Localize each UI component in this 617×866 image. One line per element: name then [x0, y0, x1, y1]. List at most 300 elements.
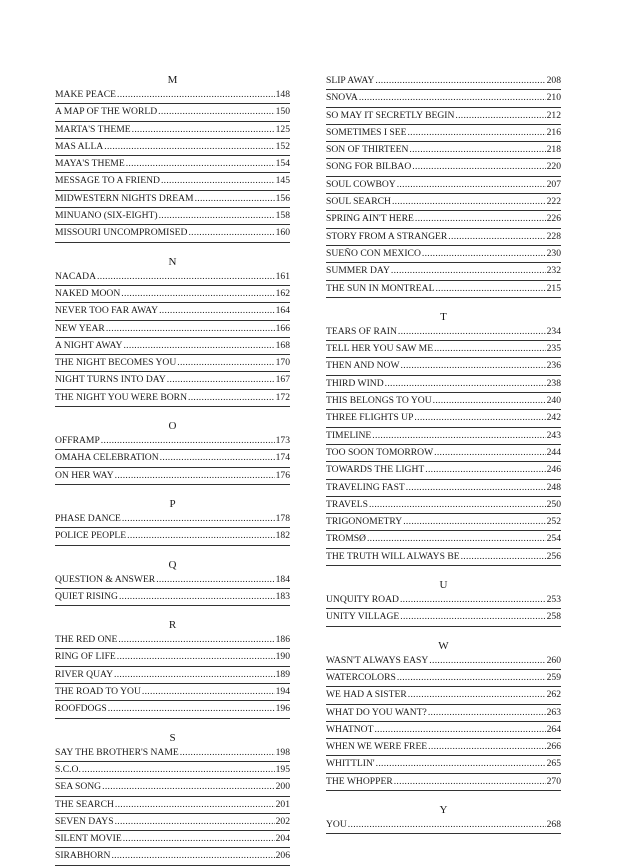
entry-title: THE SUN IN MONTREAL	[326, 282, 435, 294]
dot-leader	[123, 338, 274, 354]
index-entry	[326, 376, 561, 393]
entry-page-number: 215	[546, 282, 561, 294]
entry-title: MAS ALLA	[55, 140, 104, 152]
entry-page-number: 196	[275, 703, 290, 715]
entry-page-number: 208	[546, 75, 561, 86]
index-entry	[55, 122, 290, 139]
entry-page-number: 218	[546, 144, 561, 156]
entry-page-number: 173	[275, 435, 290, 447]
entry-title: SO MAY IT SECRETLY BEGIN	[326, 109, 455, 121]
index-entry	[55, 468, 290, 485]
entry-page-number: 168	[275, 339, 290, 351]
dot-leader	[428, 739, 545, 755]
entry-page-number: 200	[275, 781, 290, 793]
entry-page-number: 232	[546, 265, 561, 277]
entry-title: WHEN WE WERE FREE	[326, 741, 428, 753]
index-entry	[55, 208, 290, 225]
index-entry	[326, 670, 561, 687]
index-entry	[326, 229, 561, 246]
dot-leader	[433, 393, 546, 409]
index-entry	[55, 139, 290, 156]
entry-title: ON HER WAY	[55, 469, 114, 481]
entry-title: MINUANO (SIX-EIGHT)	[55, 210, 158, 222]
entry-page-number: 235	[546, 343, 561, 355]
dot-leader	[104, 139, 274, 155]
entry-page-number: 268	[546, 818, 561, 830]
dot-leader	[123, 831, 275, 847]
dot-leader	[403, 514, 545, 530]
entry-title: WATERCOLORS	[326, 671, 396, 683]
entry-page-number: 174	[275, 452, 290, 464]
entry-title: QUESTION & ANSWER	[55, 573, 156, 585]
entry-title: NEW YEAR	[55, 322, 105, 334]
index-entry	[326, 281, 561, 298]
index-entry	[55, 191, 290, 208]
entry-title: SOUL SEARCH	[326, 196, 391, 208]
index-entry	[55, 269, 290, 286]
section-letter-heading: P	[169, 497, 176, 510]
dot-leader	[117, 649, 275, 665]
entry-page-number: 150	[275, 106, 290, 118]
entry-title: UNQUITY ROAD	[326, 594, 399, 606]
dot-leader	[428, 705, 546, 721]
dot-leader	[119, 589, 275, 605]
entry-page-number: 183	[275, 590, 290, 602]
dot-leader	[97, 269, 275, 285]
entry-title: MARTA'S THEME	[55, 123, 131, 135]
index-entry	[326, 393, 561, 410]
entry-page-number: 189	[275, 668, 290, 680]
entry-title: WHATNOT	[326, 723, 374, 735]
entry-title: THREE FLIGHTS UP	[326, 412, 414, 424]
index-entry	[55, 589, 290, 606]
entry-page-number: 234	[546, 325, 561, 337]
entry-title: SAY THE BROTHER'S NAME	[55, 746, 179, 758]
entry-title: SNOVA	[326, 92, 358, 104]
entry-title: TEARS OF RAIN	[326, 325, 397, 337]
index-entry	[55, 450, 290, 467]
entry-page-number: 195	[275, 763, 290, 775]
index-entry	[55, 701, 290, 718]
entry-title: NIGHT TURNS INTO DAY	[55, 374, 166, 386]
index-entry	[326, 73, 561, 90]
entry-page-number: 125	[275, 123, 290, 135]
dot-leader	[115, 814, 275, 830]
entry-title: SEVEN DAYS	[55, 815, 114, 827]
entry-title: THE ROAD TO YOU	[55, 686, 141, 698]
entry-title: MIDWESTERN NIGHTS DREAM	[55, 192, 194, 204]
section-letter-heading: W	[438, 639, 449, 652]
entry-title: TROMSØ	[326, 533, 366, 545]
entry-title: TELL HER YOU SAW ME	[326, 343, 434, 355]
entry-page-number: 182	[275, 530, 290, 542]
index-entry	[326, 445, 561, 462]
index-entry	[326, 358, 561, 375]
entry-title: MAYA'S THEME	[55, 158, 125, 170]
index-entry	[55, 433, 290, 450]
dot-leader	[121, 286, 274, 302]
dot-leader	[369, 497, 546, 513]
dot-leader	[142, 684, 275, 700]
dot-leader	[401, 358, 546, 374]
index-entry	[55, 649, 290, 666]
index-entry	[326, 722, 561, 739]
index-entry	[326, 653, 561, 670]
entry-page-number: 248	[546, 481, 561, 493]
entry-title: A NIGHT AWAY	[55, 339, 123, 351]
entry-page-number: 164	[275, 305, 290, 317]
dot-leader	[448, 229, 545, 245]
entry-page-number: 172	[275, 391, 290, 403]
dot-leader	[158, 104, 274, 120]
entry-title: THE TRUTH WILL ALWAYS BE	[326, 550, 460, 562]
index-entry	[326, 194, 561, 211]
entry-page-number: 236	[546, 360, 561, 372]
entry-page-number: 266	[546, 741, 561, 753]
entry-page-number: 204	[275, 833, 290, 845]
dot-leader	[126, 156, 275, 172]
index-entry	[55, 87, 290, 104]
dot-leader	[156, 572, 274, 588]
section-letter-heading: O	[168, 420, 177, 433]
dot-leader	[180, 745, 275, 761]
entry-page-number: 270	[546, 775, 561, 787]
dot-leader	[159, 208, 275, 224]
dot-leader	[435, 281, 545, 297]
entry-page-number: 202	[275, 815, 290, 827]
entry-title: QUIET RISING	[55, 590, 118, 602]
index-entry	[55, 762, 290, 779]
entry-page-number: 244	[546, 446, 561, 458]
entry-title: ROOFDOGS	[55, 703, 107, 715]
index-section	[326, 578, 561, 627]
index-entry	[326, 480, 561, 497]
index-entry	[55, 814, 290, 831]
entry-page-number: 250	[546, 498, 561, 510]
section-letter-heading: T	[440, 310, 447, 323]
index-entry	[326, 142, 561, 159]
entry-title: RING OF LIFE	[55, 651, 116, 663]
entry-page-number: 238	[546, 377, 561, 389]
dot-leader	[455, 108, 545, 124]
dot-leader	[111, 848, 274, 864]
entry-page-number: 220	[546, 161, 561, 173]
index-entry	[326, 756, 561, 773]
dot-leader	[434, 445, 545, 461]
index-section	[55, 73, 290, 243]
entry-title: THE NIGHT YOU WERE BORN	[55, 391, 187, 403]
dot-leader	[188, 225, 274, 241]
dot-leader	[367, 531, 546, 547]
entry-page-number: 262	[546, 689, 561, 701]
section-letter-heading: U	[439, 579, 448, 592]
entry-title: TRAVELS	[326, 498, 368, 510]
dot-leader	[117, 87, 275, 103]
entry-title: MISSOURI UNCOMPROMISED	[55, 227, 188, 239]
entry-title: THIRD WIND	[326, 377, 384, 389]
entry-page-number: 212	[546, 109, 561, 121]
entry-page-number: 246	[546, 464, 561, 476]
entry-title: SUMMER DAY	[326, 265, 390, 277]
index-entry	[55, 511, 290, 528]
index-entry	[326, 592, 561, 609]
entry-title: SEA SONG	[55, 781, 102, 793]
entry-title: THE SEARCH	[55, 798, 114, 810]
entry-page-number: 184	[275, 573, 290, 585]
dot-leader	[127, 528, 274, 544]
index-entry	[326, 462, 561, 479]
index-entry	[55, 797, 290, 814]
section-letter-heading: R	[168, 619, 177, 632]
index-entry	[326, 263, 561, 280]
dot-leader	[398, 324, 546, 340]
dot-leader	[429, 653, 545, 669]
index-entry	[55, 104, 290, 121]
entry-page-number: 240	[546, 395, 561, 407]
entry-title: S.C.O.	[55, 763, 81, 775]
index-entry	[326, 125, 561, 142]
dot-leader	[425, 462, 545, 478]
index-entry	[326, 211, 561, 228]
entry-page-number: 152	[275, 140, 290, 152]
index-entry	[55, 286, 290, 303]
dot-leader	[106, 321, 275, 337]
dot-leader	[359, 90, 546, 106]
entry-title: TOO SOON TOMORROW	[326, 446, 434, 458]
section-letter-heading: S	[169, 731, 176, 744]
dot-leader	[385, 376, 546, 392]
entry-title: THEN AND NOW	[326, 360, 400, 372]
dot-leader	[434, 341, 546, 357]
entry-title: OMAHA CELEBRATION	[55, 452, 159, 464]
entry-page-number: 162	[275, 287, 290, 299]
entry-title: A MAP OF THE WORLD	[55, 106, 158, 118]
dot-leader	[407, 125, 545, 141]
dot-leader	[400, 609, 545, 625]
dot-leader	[408, 687, 546, 703]
index-entry	[326, 514, 561, 531]
entry-page-number: 148	[275, 89, 290, 100]
entry-page-number: 253	[546, 594, 561, 606]
entry-title: THE NIGHT BECOMES YOU	[55, 357, 177, 369]
entry-page-number: 154	[275, 158, 290, 170]
dot-leader	[188, 390, 275, 406]
dot-leader	[372, 428, 545, 444]
dot-leader	[397, 177, 546, 193]
index-entry	[326, 531, 561, 548]
index-section	[55, 497, 290, 546]
entry-title: RIVER QUAY	[55, 668, 114, 680]
index-entry	[326, 817, 561, 834]
dot-leader	[392, 194, 546, 210]
entry-title: NACADA	[55, 270, 97, 282]
index-section	[326, 73, 561, 298]
entry-title: SOMETIMES I SEE	[326, 126, 407, 138]
entry-page-number: 256	[546, 550, 561, 562]
entry-page-number: 198	[275, 746, 290, 758]
entry-title: MESSAGE TO A FRIEND	[55, 175, 160, 187]
dot-leader	[195, 191, 275, 207]
entry-title: SIRABHORN	[55, 850, 111, 862]
index-entry	[55, 745, 290, 762]
dot-leader	[114, 667, 275, 683]
dot-leader	[376, 756, 546, 772]
index-entry	[55, 831, 290, 848]
dot-leader	[375, 73, 545, 89]
dot-leader	[412, 159, 545, 175]
entry-title: NAKED MOON	[55, 287, 121, 299]
index-entry	[326, 609, 561, 626]
index-section	[326, 639, 561, 791]
dot-leader	[394, 774, 546, 790]
entry-page-number: 210	[546, 92, 561, 104]
dot-leader	[348, 817, 546, 833]
index-entry	[326, 774, 561, 791]
entry-page-number: 252	[546, 516, 561, 528]
index-entry	[55, 355, 290, 372]
entry-page-number: 190	[275, 651, 290, 663]
index-entry	[326, 687, 561, 704]
entry-page-number: 259	[546, 671, 561, 683]
index-section	[55, 731, 290, 866]
entry-page-number: 170	[275, 357, 290, 369]
dot-leader	[409, 142, 545, 158]
index-entry	[326, 549, 561, 566]
entry-title: MAKE PEACE	[55, 89, 117, 100]
entry-title: WE HAD A SISTER	[326, 689, 407, 701]
entry-page-number: 264	[546, 723, 561, 735]
dot-leader	[461, 549, 546, 565]
index-column-right	[326, 73, 561, 834]
entry-title: WHAT DO YOU WANT?	[326, 706, 427, 718]
index-column-left	[55, 73, 290, 866]
entry-page-number: 156	[275, 192, 290, 204]
index-entry	[55, 156, 290, 173]
entry-title: TRAVELING FAST	[326, 481, 405, 493]
entry-title: WASN'T ALWAYS EASY	[326, 654, 429, 666]
dot-leader	[167, 372, 275, 388]
entry-page-number: 228	[546, 230, 561, 242]
index-entry	[55, 632, 290, 649]
index-entry	[326, 177, 561, 194]
entry-title: SILENT MOVIE	[55, 833, 122, 845]
entry-page-number: 265	[546, 758, 561, 770]
index-entry	[326, 739, 561, 756]
entry-page-number: 207	[546, 178, 561, 190]
entry-title: WHITTLIN'	[326, 758, 375, 770]
entry-title: OFFRAMP	[55, 435, 100, 447]
entry-title: SONG FOR BILBAO	[326, 161, 412, 173]
entry-title: UNITY VILLAGE	[326, 611, 400, 623]
section-letter-heading: N	[168, 255, 177, 268]
dot-leader	[391, 263, 546, 279]
dot-leader	[108, 701, 275, 717]
dot-leader	[374, 722, 545, 738]
entry-page-number: 206	[275, 850, 290, 862]
index-entry	[55, 779, 290, 796]
dot-leader	[414, 410, 545, 426]
index-section	[55, 255, 290, 407]
dot-leader	[132, 122, 275, 138]
entry-page-number: 161	[275, 270, 290, 282]
entry-page-number: 226	[546, 213, 561, 225]
entry-title: STORY FROM A STRANGER	[326, 230, 448, 242]
entry-title: SLIP AWAY	[326, 75, 375, 86]
index-entry	[326, 324, 561, 341]
index-section	[326, 310, 561, 566]
index-entry	[55, 684, 290, 701]
entry-page-number: 167	[275, 374, 290, 386]
index-entry	[55, 225, 290, 242]
dot-leader	[161, 173, 275, 189]
entry-title: SON OF THIRTEEN	[326, 144, 409, 156]
entry-page-number: 243	[546, 429, 561, 441]
index-entry	[55, 528, 290, 545]
dot-leader	[122, 511, 275, 527]
entry-title: SOUL COWBOY	[326, 178, 396, 190]
entry-page-number: 258	[546, 611, 561, 623]
entry-title: TIMELINE	[326, 429, 372, 441]
dot-leader	[406, 480, 546, 496]
index-entry	[55, 173, 290, 190]
entry-page-number: 230	[546, 247, 561, 259]
index-entry	[326, 428, 561, 445]
index-entry	[326, 159, 561, 176]
index-section	[55, 419, 290, 485]
entry-page-number: 166	[275, 322, 290, 334]
index-entry	[55, 338, 290, 355]
index-entry	[55, 667, 290, 684]
entry-page-number: 186	[275, 634, 290, 646]
entry-page-number: 178	[275, 512, 290, 524]
index-section	[55, 558, 290, 607]
dot-leader	[101, 433, 275, 449]
dot-leader	[397, 670, 546, 686]
entry-title: THE RED ONE	[55, 634, 118, 646]
entry-title: TRIGONOMETRY	[326, 516, 403, 528]
dot-leader	[115, 797, 275, 813]
entry-page-number: 263	[546, 706, 561, 718]
index-section	[55, 618, 290, 718]
dot-leader	[102, 779, 274, 795]
dot-leader	[177, 355, 274, 371]
entry-page-number: 158	[275, 210, 290, 222]
entry-title: NEVER TOO FAR AWAY	[55, 305, 159, 317]
section-letter-heading: Q	[168, 558, 177, 571]
entry-title: YOU	[326, 818, 347, 830]
entry-title: THE WHOPPER	[326, 775, 393, 787]
index-entry	[326, 497, 561, 514]
index-entry	[326, 410, 561, 427]
dot-leader	[159, 303, 275, 319]
index-entry	[326, 705, 561, 722]
entry-page-number: 176	[275, 469, 290, 481]
dot-leader	[400, 592, 546, 608]
entry-page-number: 260	[546, 654, 561, 666]
entry-page-number: 201	[275, 798, 290, 810]
entry-title: SUEÑO CON MEXICO	[326, 247, 421, 259]
entry-title: PHASE DANCE	[55, 512, 121, 524]
entry-page-number: 254	[546, 533, 561, 545]
dot-leader	[115, 468, 275, 484]
dot-leader	[82, 762, 275, 778]
entry-title: THIS BELONGS TO YOU	[326, 395, 432, 407]
entry-page-number: 194	[275, 686, 290, 698]
entry-page-number: 160	[275, 227, 290, 239]
entry-page-number: 216	[546, 126, 561, 138]
section-letter-heading: Y	[439, 803, 448, 816]
index-entry	[55, 572, 290, 589]
